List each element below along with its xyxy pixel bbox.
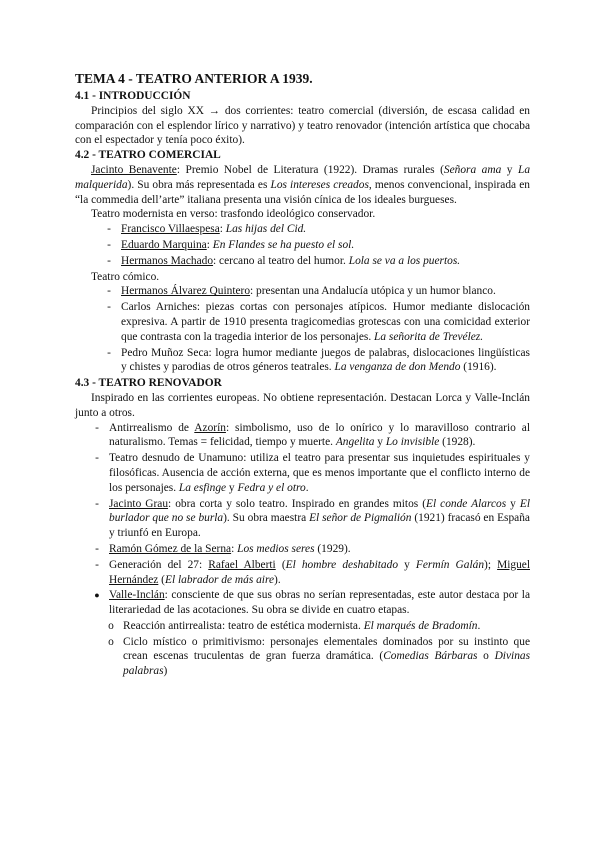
- work-title: Las hijas del Cid.: [225, 223, 307, 236]
- work-title: La malquerida: [75, 163, 531, 191]
- dash-marker: -: [95, 558, 99, 571]
- text-run: (1916).: [460, 361, 497, 374]
- text-run: (: [275, 558, 286, 571]
- work-title: La esfinge: [178, 481, 227, 494]
- text-run: o: [477, 650, 495, 663]
- renovador-intro: Inspirado en las corrientes europeas. No obtiene representación. Destacan Lorca y Valle-Inclán junto a otros.: [75, 391, 530, 419]
- text-run: :: [219, 223, 226, 236]
- list-item: [107, 284, 530, 299]
- text-run: ). Su obra más representada es: [127, 178, 271, 191]
- dash-marker: -: [107, 285, 111, 298]
- author-name: Hermanos Machado: [121, 254, 214, 267]
- dash-marker: -: [107, 238, 111, 251]
- work-title: El señor de Pigmalión: [309, 512, 412, 525]
- list-item: [108, 635, 531, 679]
- work-title: Lo invisible: [385, 436, 440, 449]
- text-run: : cercano al teatro del humor.: [213, 254, 349, 267]
- list-item: [95, 497, 530, 541]
- list-item: [107, 254, 530, 269]
- comico-intro: Teatro cómico.: [91, 270, 160, 283]
- section-heading-teatro-renovador: 4.3 - TEATRO RENOVADOR: [75, 377, 222, 390]
- list-item: [107, 238, 530, 253]
- work-title: Angelita: [335, 436, 375, 449]
- text-run: ). Su obra maestra: [223, 512, 310, 525]
- dash-marker: -: [107, 301, 111, 314]
- text-run: );: [484, 558, 498, 571]
- circle-marker: o: [108, 635, 114, 648]
- comico-list: [75, 284, 530, 375]
- work-title: Lola se va a los puertos.: [348, 254, 461, 267]
- list-item: [95, 451, 530, 495]
- work-title: La venganza de don Mendo: [334, 361, 461, 374]
- dash-marker: -: [107, 254, 111, 267]
- text-run: : simbolismo, uso de lo onírico y lo maravilloso contrario al naturalismo. Temas = felicidad, tiempo y muerte.: [109, 421, 530, 449]
- work-title: Los medios seres: [237, 542, 315, 555]
- work-title: Comedias Bárbaras: [383, 650, 478, 663]
- dash-marker: -: [95, 497, 99, 510]
- renovador-list: [75, 421, 530, 618]
- circle-marker: o: [108, 619, 114, 632]
- work-title: En Flandes se ha puesto el sol.: [212, 238, 355, 251]
- list-item: [107, 222, 530, 237]
- text-run: Ciclo místico o primitivismo: personajes elementales dominados por su instinto que crean escenas truculentas de gran fuerza dramática. (: [123, 635, 530, 663]
- text-run: Antirrealismo de: [109, 421, 195, 434]
- text-run: : presentan una Andalucía utópica y un humor blanco.: [250, 285, 496, 298]
- work-title: El conde Alarcos: [426, 497, 507, 510]
- text-run: .: [477, 619, 481, 632]
- work-title: Los intereses creados: [270, 178, 369, 191]
- list-item: [95, 542, 530, 557]
- dash-marker: -: [107, 346, 111, 359]
- work-title: Divinas palabras: [123, 650, 531, 678]
- work-title: El labrador de más aire: [164, 573, 275, 586]
- author-name: Rafael Alberti: [208, 558, 276, 571]
- text-run: Pedro Muñoz Seca: logra humor mediante juegos de palabras, dislocaciones lingüísticas y chistes y parodias de otros géneros teatrales.: [121, 346, 530, 374]
- section-heading-teatro-comercial: 4.2 - TEATRO COMERCIAL: [75, 149, 221, 162]
- text-run: Carlos Arniches: piezas cortas con personajes atípicos. Humor mediante dislocación expresiva. A partir de 1910 presenta tragicomedias grotescas con una comicidad exterior que contrasta con la tragedia interior de los personajes.: [121, 301, 530, 343]
- modernista-intro: Teatro modernista en verso: trasfondo ideológico conservador.: [91, 208, 376, 221]
- text-run: :: [231, 542, 238, 555]
- text-run: (1929).: [314, 542, 351, 555]
- text-run: , menos convencional, inspirada en “la commedia dell’arte” italiana presenta una visión cínica de los ideales burgueses.: [75, 178, 530, 206]
- section-heading-introduccion: 4.1 - INTRODUCCIÓN: [75, 90, 191, 102]
- list-item: [108, 619, 530, 634]
- intro-paragraph: Principios del siglo XX → dos corrientes: teatro comercial (diversión, de escasa calidad en comparación con el esplendor lírico y narrativo) y teatro renovador (intención artística que chocaba con el espectador y tenía poco éxito).: [75, 104, 530, 147]
- text-run: Teatro desnudo de Unamuno: utiliza el teatro para presentar sus inquietudes espirituales y filosóficas. Ausencia de acción externa, que es menos importante que el conflicto interno de los personajes.: [109, 452, 530, 494]
- author-name: Valle-Inclán: [109, 589, 165, 602]
- list-item: [107, 300, 530, 344]
- text-run: (1928).: [439, 436, 476, 449]
- bullet-marker: ●: [94, 590, 100, 601]
- work-title: Señora ama: [443, 163, 502, 176]
- author-name: Jacinto Grau: [109, 497, 169, 510]
- text-run: (: [158, 573, 165, 586]
- text-run: ): [163, 665, 168, 678]
- work-title: Fermín Galán: [415, 558, 485, 571]
- work-title: Fedra y el otro: [237, 481, 306, 494]
- author-name: Azorín: [194, 421, 226, 434]
- benavente-paragraph: [75, 163, 530, 207]
- document-page: [75, 70, 530, 680]
- text-run: y: [226, 481, 238, 494]
- valle-etapas-list: [75, 619, 530, 679]
- text-run: Reacción antirrealista: teatro de estética modernista.: [123, 619, 364, 632]
- text-run: .: [305, 481, 309, 494]
- text-run: y: [374, 436, 386, 449]
- dash-marker: -: [95, 542, 99, 555]
- author-name: Ramón Gómez de la Serna: [109, 542, 232, 555]
- text-run: y: [398, 558, 416, 571]
- list-item: [107, 346, 530, 376]
- author-benavente: Jacinto Benavente: [91, 163, 177, 176]
- author-name: Eduardo Marquina: [121, 238, 207, 251]
- modernista-list: [75, 222, 530, 268]
- work-title: La señorita de Trevélez.: [374, 330, 484, 343]
- text-run: Generación del 27:: [109, 558, 209, 571]
- author-name: Hermanos Álvarez Quintero: [121, 285, 251, 298]
- text-run: : obra corta y solo teatro. Inspirado en grandes mitos (: [168, 497, 427, 510]
- text-run: : Premio Nobel de Literatura (1922). Dramas rurales (: [176, 163, 444, 176]
- text-run: (1921) fracasó en España y triunfó en Europa.: [109, 512, 530, 540]
- list-item: [95, 421, 530, 451]
- author-name: Miguel Hernández: [109, 558, 530, 586]
- dash-marker: -: [95, 452, 99, 465]
- author-name: Francisco Villaespesa: [121, 223, 220, 236]
- text-run: :: [206, 238, 213, 251]
- text-run: ).: [274, 573, 281, 586]
- text-run: y: [506, 497, 520, 510]
- dash-marker: -: [107, 223, 111, 236]
- work-title: El burlador que no se burla: [109, 497, 530, 525]
- dash-marker: -: [95, 421, 99, 434]
- work-title: El hombre deshabitado: [285, 558, 399, 571]
- work-title: El marqués de Bradomín: [363, 619, 478, 632]
- list-item: [95, 558, 530, 588]
- text-run: y: [501, 163, 518, 176]
- document-title: TEMA 4 - TEATRO ANTERIOR A 1939.: [75, 71, 313, 86]
- text-run: : consciente de que sus obras no serían representadas, este autor destaca por la literariedad de las acotaciones. Su obra se divide en cuatro etapas.: [109, 589, 530, 617]
- list-item-valle-inclan: [94, 588, 530, 618]
